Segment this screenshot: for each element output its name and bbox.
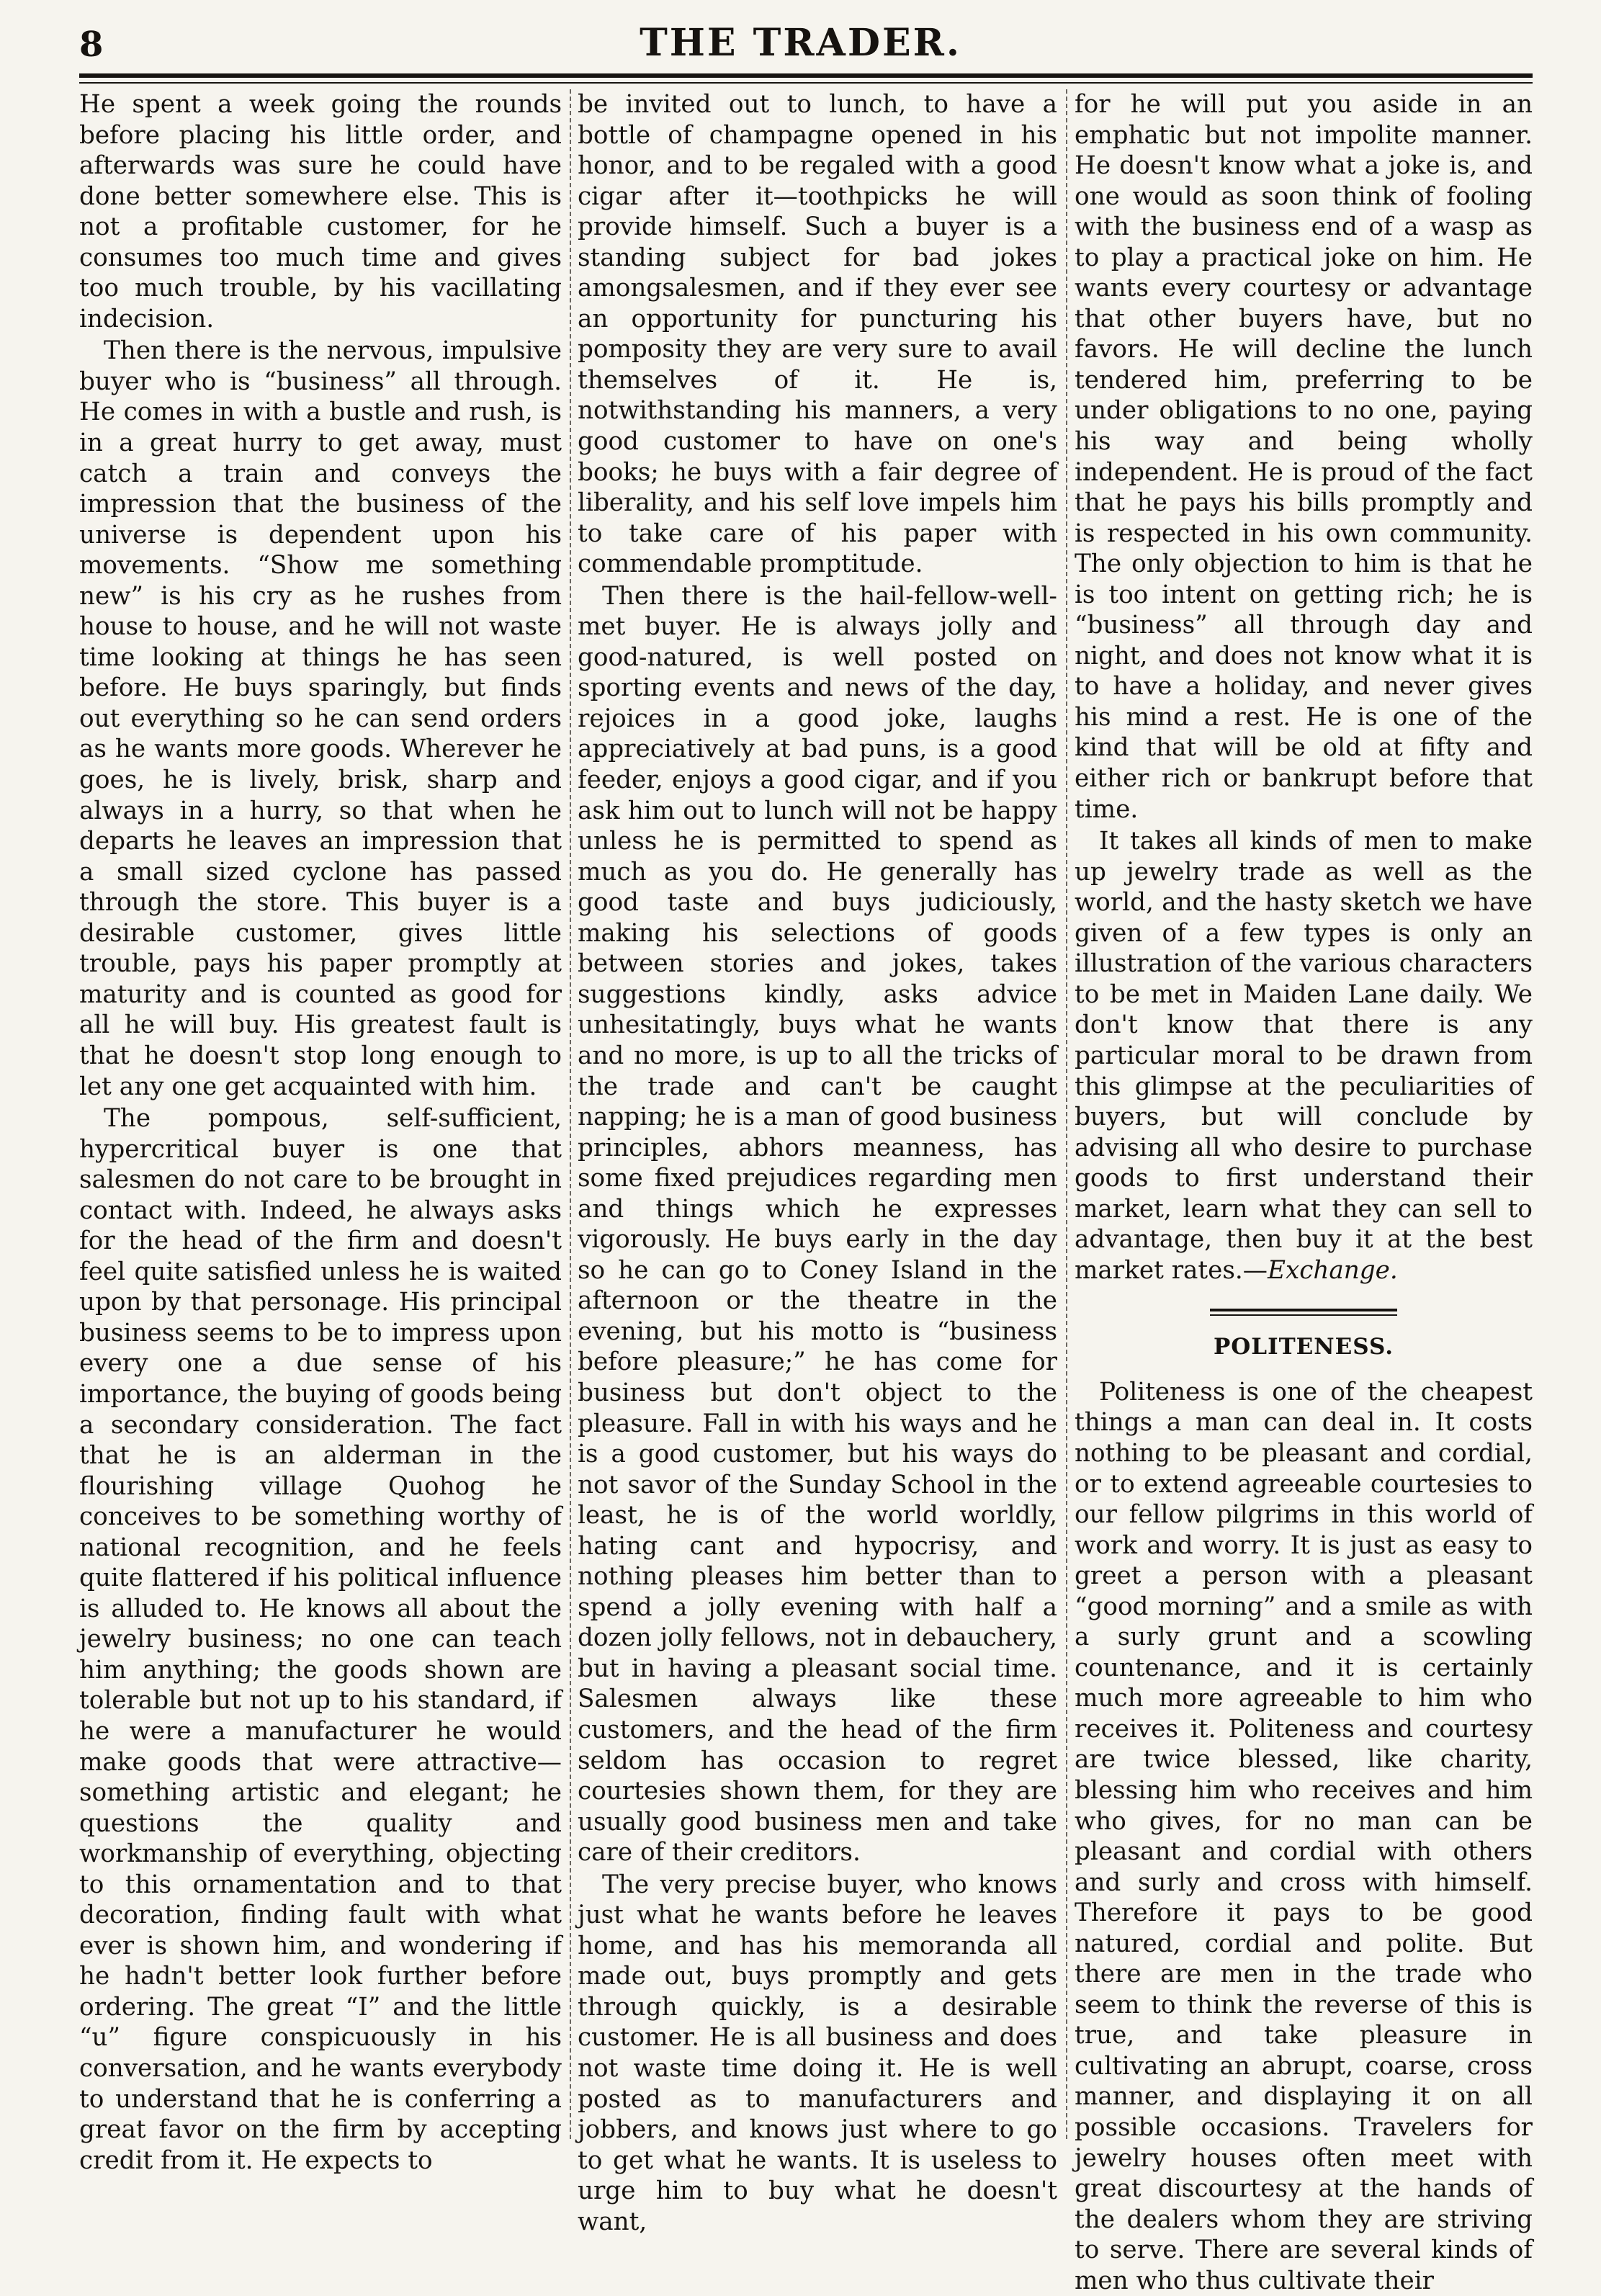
section-title: POLITENESS. — [1213, 1334, 1394, 1360]
paragraph: Then there is the nervous, impulsive buyer who is “business” all through. He comes in with a bustle and rush, is in a great hurry to get away, must catch a train and conveys the impression that the business of the universe is dependent upon his movements. “Show me something new” is his cry as he rushes from house to house, and he will not waste time looking at things he has seen before. He buys sparingly, but finds out everything so he can send orders as he wants more goods. Wherever he goes, he is lively, brisk, sharp and always in a hurry, so that when he departs he leaves an impression that a small sized cyclone has passed through the store. This buyer is a desirable customer, gives little trouble, pays his paper promptly at maturity and is counted as good for all he will buy. His greatest fault is that he doesn't stop long enough to let any one get acquainted with him. — [79, 336, 562, 1101]
paragraph: The very precise buyer, who knows just what he wants before he leaves home, and has his memoranda all made out, buys promptly and gets through quickly, is a desirable customer. He is all business and does not waste time doing it. He is well posted as to manufacturers and jobbers, and knows just where to go to get what he wants. It is useless to urge him to buy what he doesn't want, — [578, 1870, 1057, 2236]
paragraph — [1075, 826, 1533, 1286]
column-rule — [570, 89, 571, 2139]
paragraph: be invited out to lunch, to have a bottle of champagne opened in his honor, and to be regaled with a good cigar after it—toothpicks he will provide himself. Such a buyer is a standing subject for bad jokes amongsalesmen, and if they ever see an opportunity for puncturing his pomposity they are very sure to avail themselves of it. He is, notwithstanding his manners, a very good customer to have on one's books; he buys with a fair degree of liberality, and his self love impels him to take care of his paper with commendable promptitude. — [578, 90, 1057, 579]
section-divider — [1210, 1309, 1397, 1316]
header-rule-thick — [79, 73, 1533, 78]
page-number: 8 — [79, 24, 104, 65]
masthead-title: THE TRADER. — [640, 21, 961, 65]
paragraph: Politeness is one of the cheapest things a man can deal in. It costs nothing to be pleasant and cordial, or to extend agreeable courtesies to our fellow pilgrims in this world of work and worry. It is just as easy to greet a person with a pleasant “good morning” and a smile as with a surly grunt and a scowling countenance, and it is certainly much more agreeable to him who receives it. Politeness and courtesy are twice blessed, like charity, blessing him who receives and him who gives, for no man can be pleasant and cordial with others and surly and cross with himself. Therefore it pays to be good natured, cordial and polite. But there are men in the trade who seem to think the reverse of this is true, and take pleasure in cultivating an abrupt, coarse, cross manner, and displaying it on all possible occasions. Travelers for jewelry houses often meet with great discourtesy at the hands of the dealers whom they are striving to serve. There are several kinds of men who thus cultivate their — [1075, 1377, 1533, 2295]
article-column-3 — [1075, 89, 1533, 2295]
paragraph-text: It takes all kinds of men to make up jewelry trade as well as the world, and the hasty sketch we have given of a few types is only an illustration of the various characters to be met in Maiden Lane daily. We don't know that there is any particular moral to be drawn from this glimpse at the peculiarities of buyers, but will conclude by advising all who desire to purchase goods to first understand their market, learn what they can sell to advantage, then buy it at the best market rates.— — [1075, 827, 1533, 1285]
article-column-2 — [578, 89, 1057, 2236]
column-rule — [1066, 89, 1067, 2139]
paragraph: The pompous, self-sufficient, hypercritical buyer is one that salesmen do not care to be brought in contact with. Indeed, he always asks for the head of the firm and doesn't feel quite satisfied unless he is waited upon by that personage. His principal business seems to be to impress upon every one a due sense of his importance, the buying of goods being a secondary consideration. The fact that he is an alderman in the flourishing village Quohog he conceives to be something worthy of national recognition, and he feels quite flattered if his political influence is alluded to. He knows all about the jewelry business; no one can teach him anything; the goods shown are tolerable but not up to his standard, if he were a manufacturer he would make goods that were attractive—something artistic and elegant; he questions the quality and workmanship of everything, objecting to this ornamentation and to that decoration, finding fault with what ever is shown him, and wondering if he hadn't better look further before ordering. The great “I” and the little “u” figure conspicuously in his conversation, and he wants everybody to understand that he is conferring a great favor on the firm by accepting credit from it. He expects to — [79, 1104, 562, 2175]
source-credit: Exchange. — [1268, 1255, 1398, 1285]
paragraph: for he will put you aside in an emphatic but not impolite manner. He doesn't know what a joke is, and one would as soon think of fooling with the business end of a wasp as to play a practical joke on him. He wants every courtesy or advantage that other buyers have, but no favors. He will decline the lunch tendered him, preferring to be under obligations to no one, paying his way and being wholly independent. He is proud of the fact that he pays his bills promptly and is respected in his own community. The only objection to him is that he is too intent on getting rich; he is “business” all through day and night, and does not know what it is to have a holiday, and never gives his mind a rest. He is one of the kind that will be old at fifty and either rich or bankrupt before that time. — [1075, 90, 1533, 824]
article-column-1 — [79, 89, 562, 2175]
divider-rule-thick — [1210, 1309, 1397, 1311]
paragraph: He spent a week going the rounds before placing his little order, and afterwards was sure he could have done better somewhere else. This is not a profitable customer, for he consumes too much time and gives too much trouble, by his vacillating indecision. — [79, 90, 562, 333]
paragraph: Then there is the hail-fellow-well-met buyer. He is always jolly and good-natured, is well posted on sporting events and news of the day, rejoices in a good joke, laughs appreciatively at bad puns, is a good feeder, enjoys a good cigar, and if you ask him out to lunch will not be happy unless he is permitted to spend as much as you do. He generally has good taste and buys judiciously, making his selections of goods between stories and jokes, takes suggestions kindly, asks advice unhesitatingly, buys what he wants and no more, is up to all the tricks of the trade and can't be caught napping; he is a man of good business principles, abhors meanness, has some fixed prejudices regarding men and things which he expresses vigorously. He buys early in the day so he can go to Coney Island in the afternoon or the theatre in the evening, but his motto is “business before pleasure;” he has come for business but don't object to the pleasure. Fall in with his ways and he is a good customer, but his ways do not savor of the Sunday School in the least, he is of the world worldly, hating cant and hypocrisy, and nothing pleases him better than to spend a jolly evening with half a dozen jolly fellows, not in debauchery, but in having a pleasant social time. Salesmen always like these customers, and the head of the firm seldom has occasion to regret courtesies shown them, for they are usually good business men and take care of their creditors. — [578, 581, 1057, 1867]
divider-rule-thin — [1210, 1314, 1397, 1316]
header-rule-thin — [79, 82, 1533, 84]
